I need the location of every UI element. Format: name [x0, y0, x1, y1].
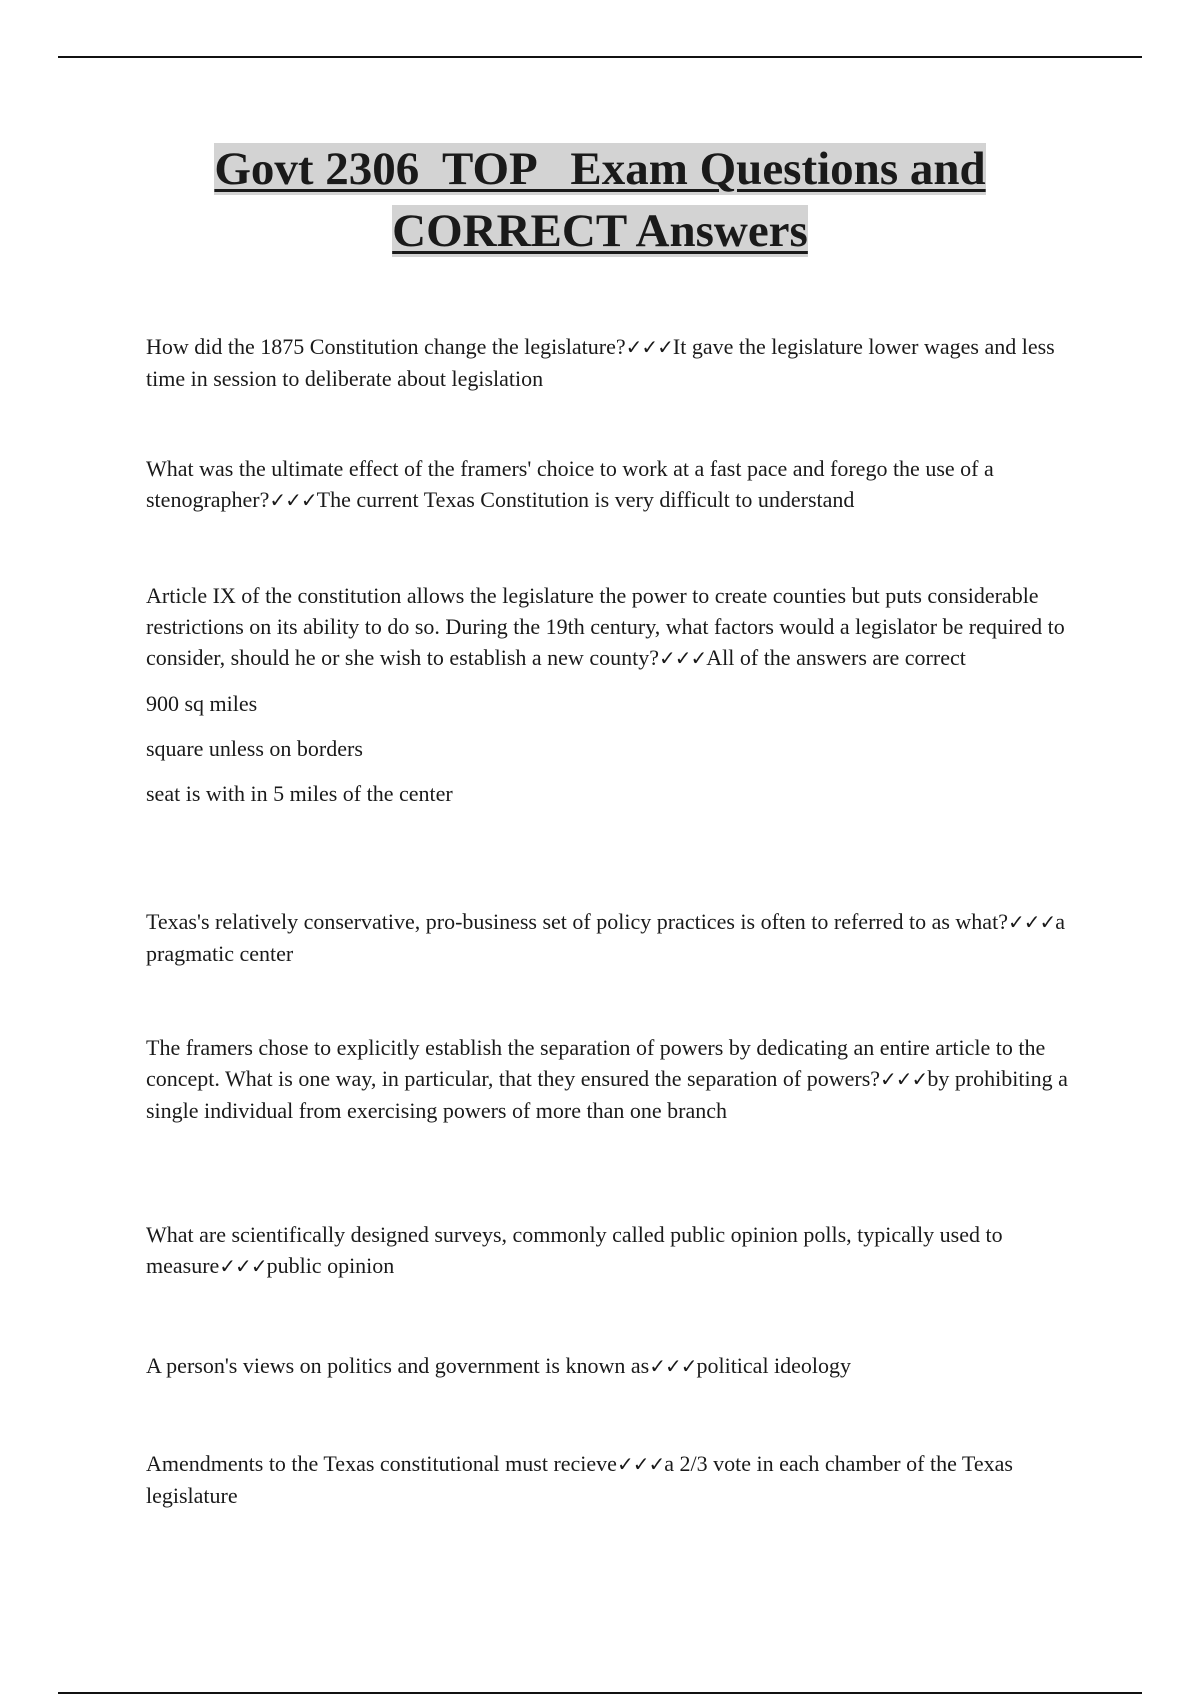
qa-text — [146, 1032, 1071, 1126]
qa-text — [146, 1448, 1071, 1511]
answer-text: public opinion — [266, 1253, 395, 1278]
checkmark-icon: ✓✓✓ — [269, 488, 317, 512]
top-rule — [58, 56, 1142, 58]
answer-text: It gave the legislature lower wages and less time in session to deliberate about legislation — [146, 334, 1055, 391]
checkmark-icon: ✓✓✓ — [1007, 910, 1056, 934]
qa-item-3 — [146, 580, 1071, 809]
title-line-1: Govt 2306 TOP Exam Questions and — [214, 143, 986, 195]
qa-text — [146, 906, 1071, 969]
checkmark-icon: ✓✓✓ — [880, 1067, 928, 1091]
question-text: What are scientifically designed surveys, commonly called public opinion polls, typically used to measure — [146, 1222, 1003, 1278]
answer-text: a pragmatic center — [146, 909, 1065, 966]
qa-item-5 — [146, 1032, 1071, 1126]
qa-item-8 — [146, 1448, 1071, 1511]
answer-text: by prohibiting a single individual from exercising powers of more than one branch — [146, 1066, 1068, 1123]
checkmark-icon: ✓✓✓ — [649, 1354, 697, 1378]
question-text: Article IX of the constitution allows the legislature the power to create counties but puts considerable restrictions on its ability to do so. During the 19th century, what factors would a legislator be required to consider, should he or she wish to establish a new county? — [146, 583, 1065, 670]
question-text: The framers chose to explicitly establish the separation of powers by dedicating an entire article to the concept. What is one way, in particular, that they ensured the separation of powers? — [146, 1035, 1046, 1091]
checkmark-icon: ✓✓✓ — [625, 335, 673, 359]
qa-item-6 — [146, 1219, 1071, 1282]
question-text: A person's views on politics and government is known as — [146, 1353, 650, 1378]
question-text: Amendments to the Texas constitutional must recieve — [146, 1451, 617, 1476]
qa-text — [146, 1219, 1071, 1282]
answer-detail: square unless on borders — [146, 736, 363, 761]
qa-text — [146, 580, 1071, 674]
answer-text: All of the answers are correct — [706, 645, 966, 670]
document-title — [0, 138, 1200, 262]
checkmark-icon: ✓✓✓ — [616, 1452, 665, 1476]
qa-item-7 — [146, 1350, 1071, 1382]
qa-text — [146, 453, 1071, 516]
qa-text — [146, 1350, 1071, 1382]
answer-text: The current Texas Constitution is very difficult to understand — [316, 487, 855, 512]
question-text: How did the 1875 Constitution change the legislature? — [146, 334, 626, 359]
qa-text — [146, 331, 1071, 394]
question-text: Texas's relatively conservative, pro-business set of policy practices is often to referred to as what? — [146, 909, 1008, 934]
qa-item-4 — [146, 906, 1071, 969]
checkmark-icon: ✓✓✓ — [219, 1254, 267, 1278]
checkmark-icon: ✓✓✓ — [658, 646, 707, 670]
title-line-2: CORRECT Answers — [392, 205, 808, 257]
bottom-rule — [58, 1692, 1142, 1694]
answer-detail: 900 sq miles — [146, 691, 258, 716]
qa-item-1 — [146, 331, 1071, 394]
qa-item-2 — [146, 453, 1071, 516]
answer-text: political ideology — [696, 1353, 852, 1378]
answer-detail: seat is with in 5 miles of the center — [146, 781, 453, 806]
question-text: What was the ultimate effect of the framers' choice to work at a fast pace and forego the use of a stenographer? — [146, 456, 994, 512]
answer-text: a 2/3 vote in each chamber of the Texas legislature — [146, 1451, 1013, 1508]
